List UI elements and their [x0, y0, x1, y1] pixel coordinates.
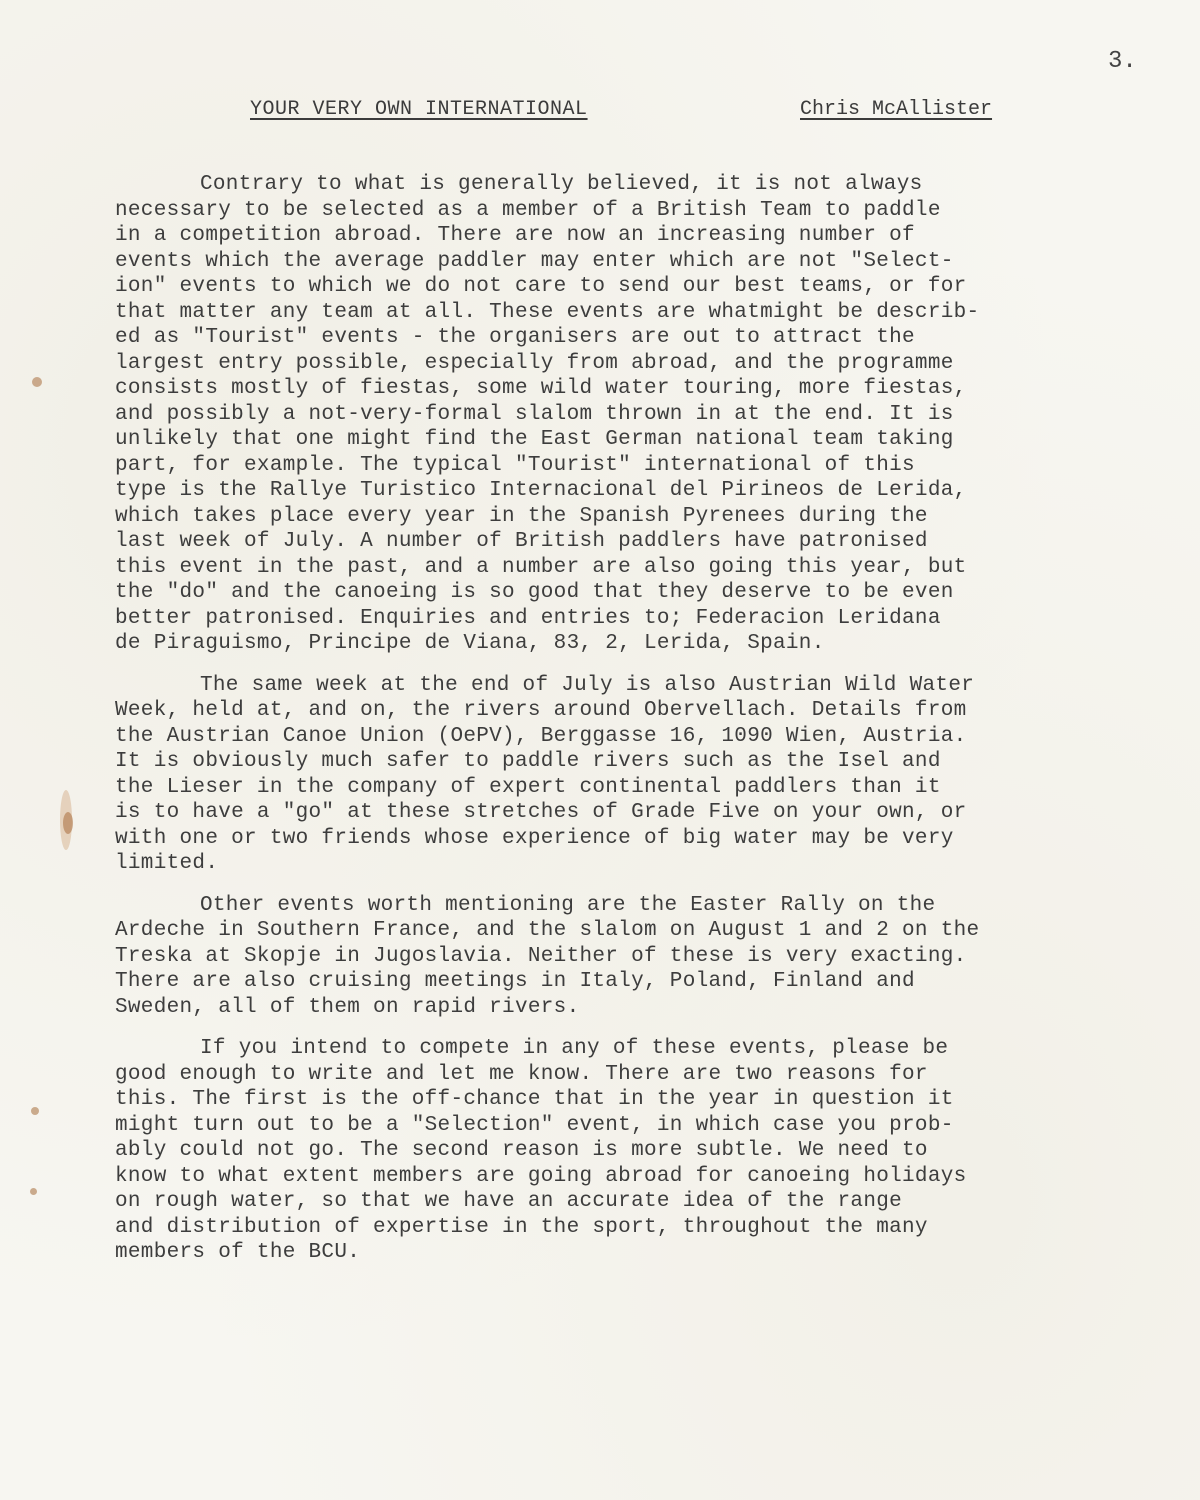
text-line: the "do" and the canoeing is so good that they deserve to be even: [115, 581, 954, 604]
text-line: this. The first is the off-chance that in the year in question it: [115, 1088, 954, 1111]
text-line: ed as "Tourist" events - the organisers are out to attract the: [115, 326, 915, 349]
text-line: ion" events to which we do not care to send our best teams, or for: [115, 275, 967, 298]
text-line: consists mostly of fiestas, some wild water touring, more fiestas,: [115, 377, 967, 400]
text-line: members of the BCU.: [115, 1241, 361, 1264]
text-line: ably could not go. The second reason is more subtle. We need to: [115, 1139, 928, 1162]
text-line: Other events worth mentioning are the Easter Rally on the: [200, 893, 936, 917]
text-line: unlikely that one might find the East German national team taking: [115, 428, 954, 451]
text-line: There are also cruising meetings in Italy, Poland, Finland and: [115, 970, 915, 993]
binder-hole-mark: [32, 377, 42, 387]
text-line: good enough to write and let me know. There are two reasons for: [115, 1062, 928, 1086]
page-number: 3.: [1108, 48, 1137, 75]
text-line: in a competition abroad. There are now an increasing number of: [115, 224, 915, 247]
text-line: the Austrian Canoe Union (OePV), Berggasse 16, 1090 Wien, Austria.: [115, 724, 967, 748]
text-line: part, for example. The typical "Tourist" international of this: [115, 453, 915, 477]
text-line: The same week at the end of July is also Austrian Wild Water: [200, 673, 975, 697]
text-line: Treska at Skopje in Jugoslavia. Neither of these is very exacting.: [115, 944, 967, 968]
paragraph: [115, 1036, 1155, 1266]
article-title: YOUR VERY OWN INTERNATIONAL: [250, 98, 588, 121]
paragraph: [115, 673, 1155, 877]
text-line: Sweden, all of them on rapid rivers.: [115, 995, 580, 1019]
text-line: If you intend to compete in any of these events, please be: [200, 1037, 949, 1060]
text-line: know to what extent members are going abroad for canoeing holidays: [115, 1164, 967, 1188]
article-body: [115, 172, 1155, 1282]
text-line: Week, held at, and on, the rivers around Obervellach. Details from: [115, 699, 967, 722]
text-line: largest entry possible, especially from abroad, and the programme: [115, 351, 954, 375]
text-line: last week of July. A number of British paddlers have patronised: [115, 530, 928, 553]
text-line: Ardeche in Southern France, and the slalom on August 1 and 2 on the: [115, 919, 980, 942]
binder-hole-mark: [31, 1107, 39, 1115]
paragraph: [115, 893, 1155, 1021]
text-line: might turn out to be a "Selection" event, in which case you prob-: [115, 1113, 954, 1137]
binder-hole-mark: [30, 1188, 37, 1195]
text-line: which takes place every year in the Spanish Pyrenees during the: [115, 504, 928, 528]
text-line: and distribution of expertise in the sport, throughout the many: [115, 1215, 928, 1239]
text-line: It is obviously much safer to paddle rivers such as the Isel and: [115, 750, 941, 773]
text-line: and possibly a not-very-formal slalom thrown in at the end. It is: [115, 402, 954, 426]
text-line: type is the Rallye Turistico Internacional del Pirineos de Lerida,: [115, 479, 967, 502]
text-line: on rough water, so that we have an accurate idea of the range: [115, 1190, 903, 1213]
text-line: events which the average paddler may enter which are not "Select-: [115, 249, 954, 273]
article-author: Chris McAllister: [800, 98, 993, 121]
text-line: Contrary to what is generally believed, it is not always: [200, 173, 923, 196]
text-line: this event in the past, and a number are also going this year, but: [115, 555, 967, 579]
text-line: necessary to be selected as a member of a British Team to paddle: [115, 198, 941, 222]
text-line: with one or two friends whose experience of big water may be very: [115, 826, 954, 850]
paragraph: [115, 172, 1155, 657]
text-line: limited.: [115, 852, 219, 875]
text-line: is to have a "go" at these stretches of Grade Five on your own, or: [115, 801, 967, 824]
text-line: better patronised. Enquiries and entries to; Federacion Leridana: [115, 606, 941, 630]
text-line: the Lieser in the company of expert continental paddlers than it: [115, 775, 941, 799]
text-line: de Piraguismo, Principe de Viana, 83, 2, Lerida, Spain.: [115, 632, 825, 655]
text-line: that matter any team at all. These events are whatmight be describ-: [115, 300, 980, 324]
rust-stain: [63, 812, 73, 834]
